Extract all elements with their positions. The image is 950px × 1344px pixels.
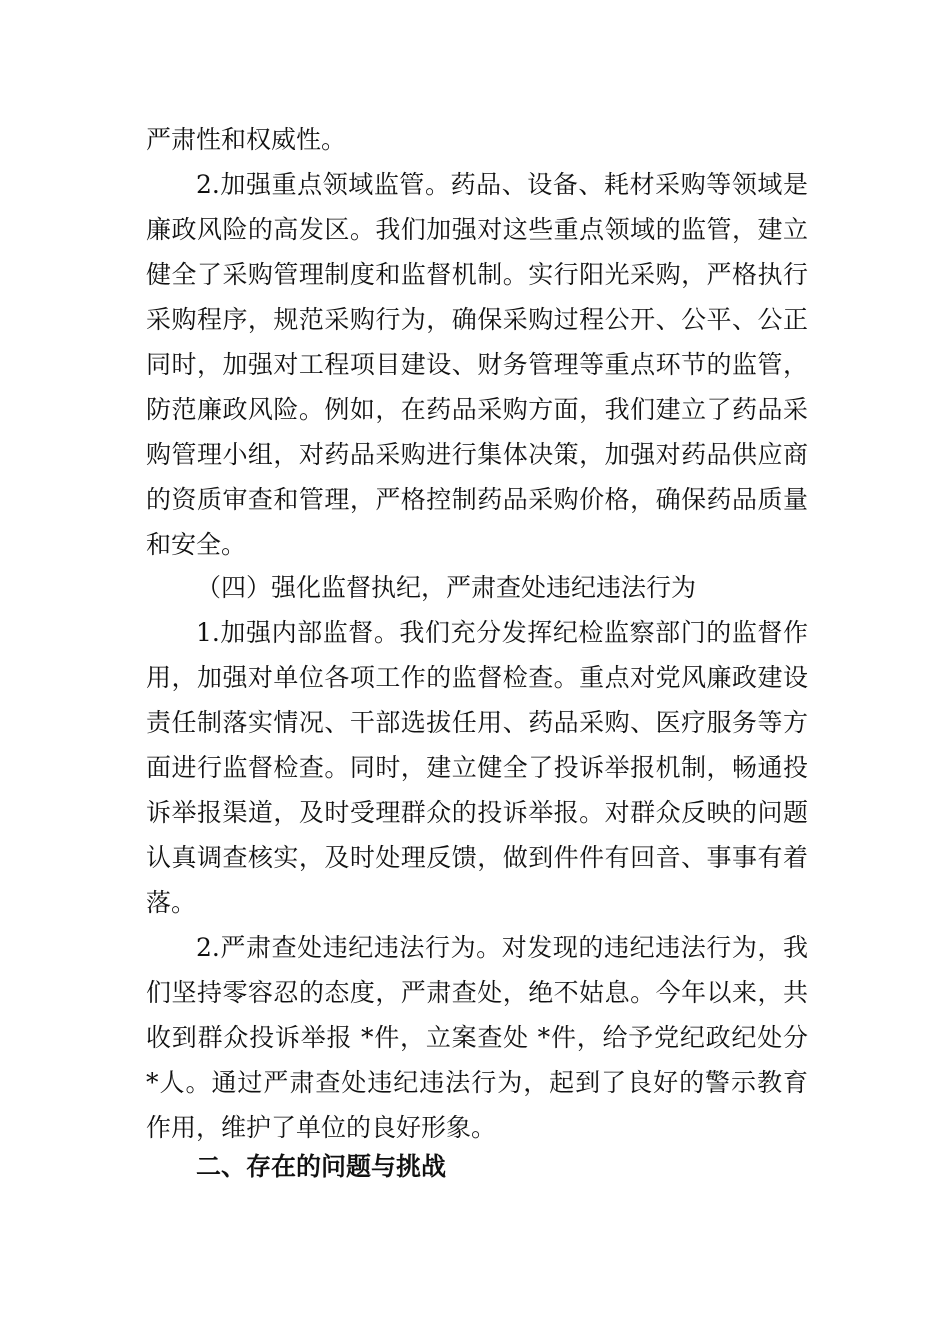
paragraph-line: 健全了采购管理制度和监督机制。实行阳光采购，严格执行 — [146, 260, 808, 289]
paragraph-line: 同时，加强对工程项目建设、财务管理等重点环节的监管， — [146, 350, 808, 379]
paragraph-line: 2.严肃查处违纪违法行为。对发现的违纪违法行为，我 — [196, 933, 808, 962]
paragraph-line: *人。通过严肃查处违纪违法行为，起到了良好的警示教育 — [146, 1068, 808, 1097]
paragraph-line: 面进行监督检查。同时，建立健全了投诉举报机制，畅通投 — [146, 753, 808, 782]
paragraph-line: 购管理小组，对药品采购进行集体决策，加强对药品供应商 — [146, 440, 808, 469]
paragraph-line: 用，加强对单位各项工作的监督检查。重点对党风廉政建设 — [146, 663, 808, 692]
section-subheading: （四）强化监督执纪，严肃查处违纪违法行为 — [196, 573, 697, 602]
paragraph-line: 防范廉政风险。例如，在药品采购方面，我们建立了药品采 — [146, 395, 808, 424]
paragraph-line: 和安全。 — [146, 530, 247, 559]
paragraph-line: 责任制落实情况、干部选拔任用、药品采购、医疗服务等方 — [146, 708, 808, 737]
paragraph-line: 的资质审查和管理，严格控制药品采购价格，确保药品质量 — [146, 485, 808, 514]
paragraph-line: 作用，维护了单位的良好形象。 — [146, 1113, 497, 1142]
paragraph-line: 采购程序，规范采购行为，确保采购过程公开、公平、公正 — [146, 305, 808, 334]
paragraph-line: 落。 — [146, 888, 197, 917]
paragraph-line: 1.加强内部监督。我们充分发挥纪检监察部门的监督作 — [196, 618, 808, 647]
paragraph-line: 严肃性和权威性。 — [146, 125, 347, 154]
paragraph-line: 认真调查核实，及时处理反馈，做到件件有回音、事事有着 — [146, 843, 808, 872]
paragraph-line: 廉政风险的高发区。我们加强对这些重点领域的监管，建立 — [146, 215, 808, 244]
paragraph-line: 2.加强重点领域监管。药品、设备、耗材采购等领域是 — [196, 170, 808, 199]
paragraph-line: 诉举报渠道，及时受理群众的投诉举报。对群众反映的问题 — [146, 798, 808, 827]
paragraph-line: 们坚持零容忍的态度，严肃查处，绝不姑息。今年以来，共 — [146, 978, 808, 1007]
section-heading: 二、存在的问题与挑战 — [196, 1152, 447, 1181]
paragraph-line: 收到群众投诉举报 *件，立案查处 *件，给予党纪政纪处分 — [146, 1023, 808, 1052]
